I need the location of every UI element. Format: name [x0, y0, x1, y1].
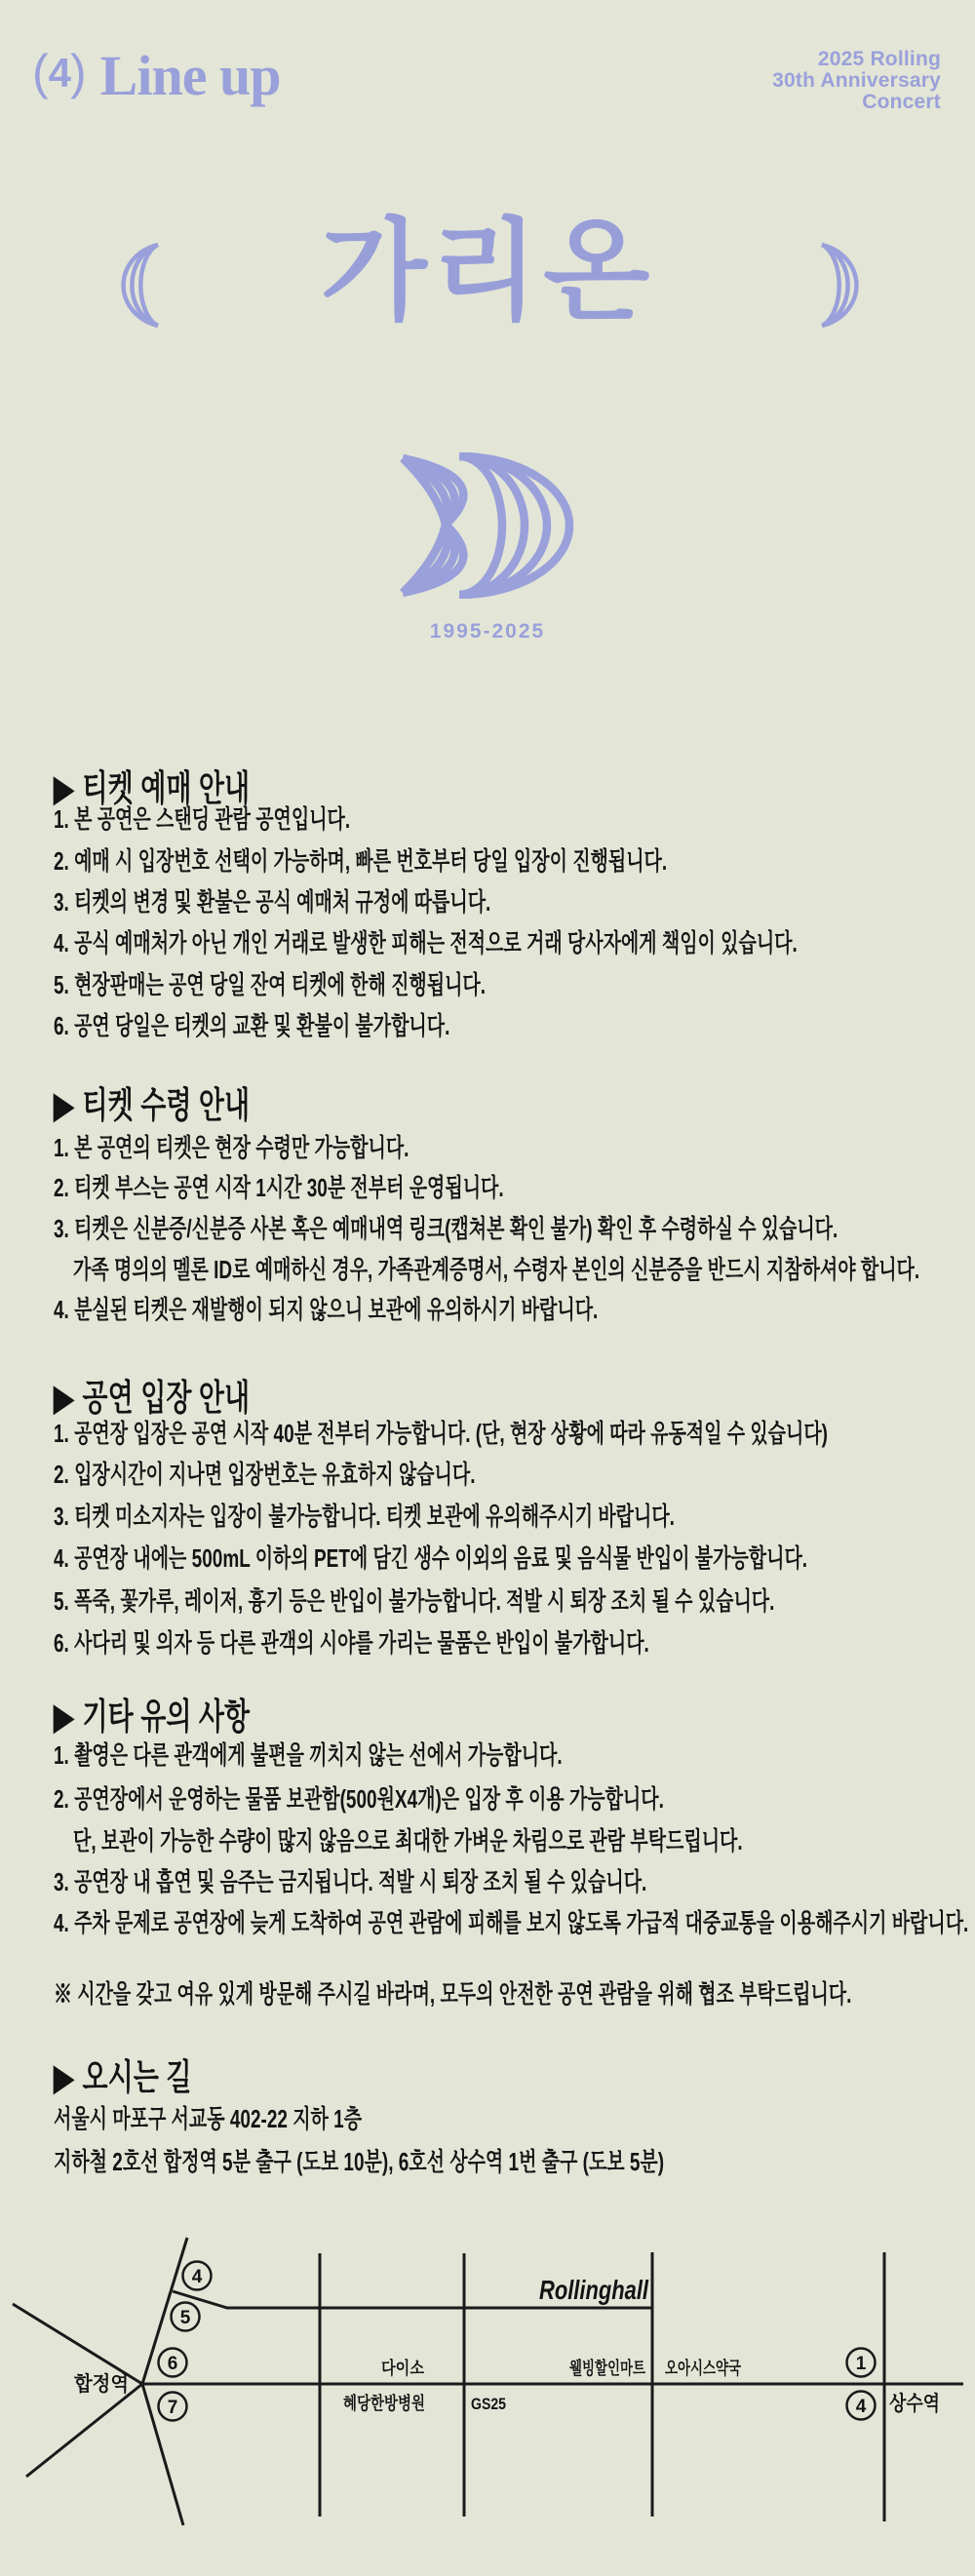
- section-heading-directions: [54, 2048, 243, 2100]
- rule-item: 5. 현장판매는 공연 당일 잔여 티켓에 한해 진행됩니다.: [54, 970, 487, 999]
- map-label-gs25: GS25: [471, 2395, 506, 2413]
- exit-number: 6: [167, 2354, 178, 2374]
- section-title: 공연 입장 안내: [82, 1378, 251, 1418]
- exit-number: 7: [167, 2398, 178, 2418]
- section-heading-other-notes: [54, 1687, 322, 1739]
- rule-item: 2. 예매 시 입장번호 선택이 가능하며, 빠른 번호부터 당일 입장이 진행됩니다.: [54, 846, 668, 876]
- rule-item-continuation: 단, 보관이 가능한 수량이 많지 않음으로 최대한 가벼운 차림으로 관람 부탁드립니다.: [73, 1826, 743, 1855]
- rule-item: 3. 티켓의 변경 및 환불은 공식 예매처 규정에 따릅니다.: [54, 887, 491, 917]
- thirty-logo-icon: [389, 452, 574, 599]
- road-line: [142, 2238, 187, 2525]
- event-title-line: Concert: [862, 91, 941, 113]
- lineup-wordmark: Line up: [99, 44, 281, 107]
- rule-item: 4. 공연장 내에는 500mL 이하의 PET에 담긴 생수 이외의 음료 및 음식물 반입이 불가능합니다.: [54, 1543, 808, 1573]
- rule-item: 1. 촬영은 다른 관객에게 불편을 끼치지 않는 선에서 가능합니다.: [54, 1740, 563, 1770]
- venue-label: Rollinghall: [539, 2275, 649, 2305]
- rule-item: 6. 공연 당일은 티켓의 교환 및 환불이 불가합니다.: [54, 1011, 450, 1040]
- section-title: 티켓 수령 안내: [82, 1085, 251, 1125]
- rule-item: 4. 공식 예매처가 아닌 개인 거래로 발생한 피해는 전적으로 거래 당사자에게 책임이 있습니다.: [54, 928, 798, 957]
- map-label-mart: 웰빙할인마트: [569, 2359, 672, 2378]
- rule-item: 5. 폭죽, 꽃가루, 레이저, 흉기 등은 반입이 불가능합니다. 적발 시 퇴장 조치 될 수 있습니다.: [54, 1586, 775, 1616]
- page-number-paren: (: [32, 45, 49, 99]
- subway-directions: 지하철 2호선 합정역 5분 출구 (도보 10분), 6호선 상수역 1번 출구 (도보 5분): [54, 2147, 665, 2176]
- section-title: 기타 유의 사항: [82, 1697, 251, 1737]
- station-label-sangsu: 상수역: [889, 2393, 949, 2415]
- rule-item: 2. 티켓 부스는 공연 시작 1시간 30분 전부터 운영됩니다.: [54, 1173, 504, 1202]
- rule-item: 1. 공연장 입장은 공연 시작 40분 전부터 가능합니다. (단, 현장 상황에 따라 유동적일 수 있습니다): [54, 1419, 829, 1448]
- event-title-line: 30th Anniversary: [772, 69, 941, 92]
- rule-item: 6. 사다리 및 의자 등 다른 관객의 시야를 가리는 물품은 반입이 불가합니다.: [54, 1628, 649, 1658]
- page-number: 4: [48, 50, 71, 96]
- event-title-line: 2025 Rolling: [817, 48, 941, 70]
- exit-number: 4: [191, 2267, 203, 2287]
- section-marker-icon: ▶: [54, 1378, 74, 1418]
- venue-map: [0, 2233, 975, 2576]
- rule-item: 2. 입장시간이 지나면 입장번호는 유효하지 않습니다.: [54, 1460, 476, 1489]
- anniversary-years: 1995-2025: [429, 620, 546, 643]
- station-label-hapjeong: 합정역: [74, 2373, 134, 2396]
- section-heading-entrance: [54, 1368, 322, 1421]
- map-label-pharmacy: 오아시스약국: [665, 2359, 767, 2378]
- map-label-daiso: 다이소: [381, 2359, 433, 2378]
- section-marker-icon: ▶: [54, 768, 74, 808]
- rule-item-continuation: 가족 명의의 멜론 ID로 예매하신 경우, 가족관계증명서, 수령자 본인의 신분증을 반드시 지참하셔야 합니다.: [73, 1255, 920, 1284]
- section-marker-icon: ▶: [54, 1697, 74, 1737]
- exit-number: 5: [179, 2308, 191, 2328]
- rule-item: 1. 본 공연의 티켓은 현장 수령만 가능합니다.: [54, 1133, 410, 1162]
- rule-item: 4. 분실된 티켓은 재발행이 되지 않으니 보관에 유의하시기 바랍니다.: [54, 1295, 599, 1324]
- section-heading-ticket-pickup: [54, 1075, 322, 1128]
- rule-item: 1. 본 공연은 스탠딩 관람 공연입니다.: [54, 804, 351, 834]
- right-moon-decoration-icon: [813, 242, 873, 329]
- road-line: [13, 2304, 142, 2384]
- rule-item: 2. 공연장에서 운영하는 물품 보관함(500원X4개)은 입장 후 이용 가능합니다.: [54, 1784, 664, 1814]
- exit-number: 1: [855, 2354, 867, 2374]
- rule-item: 3. 티켓은 신분증/신분증 사본 혹은 예매내역 링크(캡쳐본 확인 불가) 확인 후 수령하실 수 있습니다.: [54, 1214, 838, 1243]
- section-title: 티켓 예매 안내: [82, 768, 251, 808]
- lineup-section-logo: [32, 43, 281, 108]
- venue-address: 서울시 마포구 서교동 402-22 지하 1층: [54, 2104, 363, 2133]
- rule-item: 4. 주차 문제로 공연장에 늦게 도착하여 공연 관람에 피해를 보지 않도록 가급적 대중교통을 이용해주시기 바랍니다.: [54, 1908, 969, 1937]
- exit-number: 4: [855, 2397, 867, 2417]
- section-marker-icon: ▶: [54, 2057, 74, 2097]
- map-label-hospital: 혜당한방병원: [343, 2394, 446, 2413]
- road-line: [26, 2384, 142, 2477]
- artist-name: 가리온: [320, 210, 655, 332]
- event-title: [772, 49, 941, 113]
- page-number-paren: ): [70, 45, 87, 99]
- section-marker-icon: ▶: [54, 1085, 74, 1125]
- section-title: 오시는 길: [82, 2057, 192, 2097]
- safety-notice: ※ 시간을 갖고 여유 있게 방문해 주시길 바라며, 모두의 안전한 공연 관람을 위해 협조 부탁드립니다.: [54, 1979, 852, 2009]
- rule-item: 3. 티켓 미소지자는 입장이 불가능합니다. 티켓 보관에 유의해주시기 바랍니다.: [54, 1502, 675, 1531]
- rule-item: 3. 공연장 내 흡연 및 음주는 금지됩니다. 적발 시 퇴장 조치 될 수 있습니다.: [54, 1867, 647, 1896]
